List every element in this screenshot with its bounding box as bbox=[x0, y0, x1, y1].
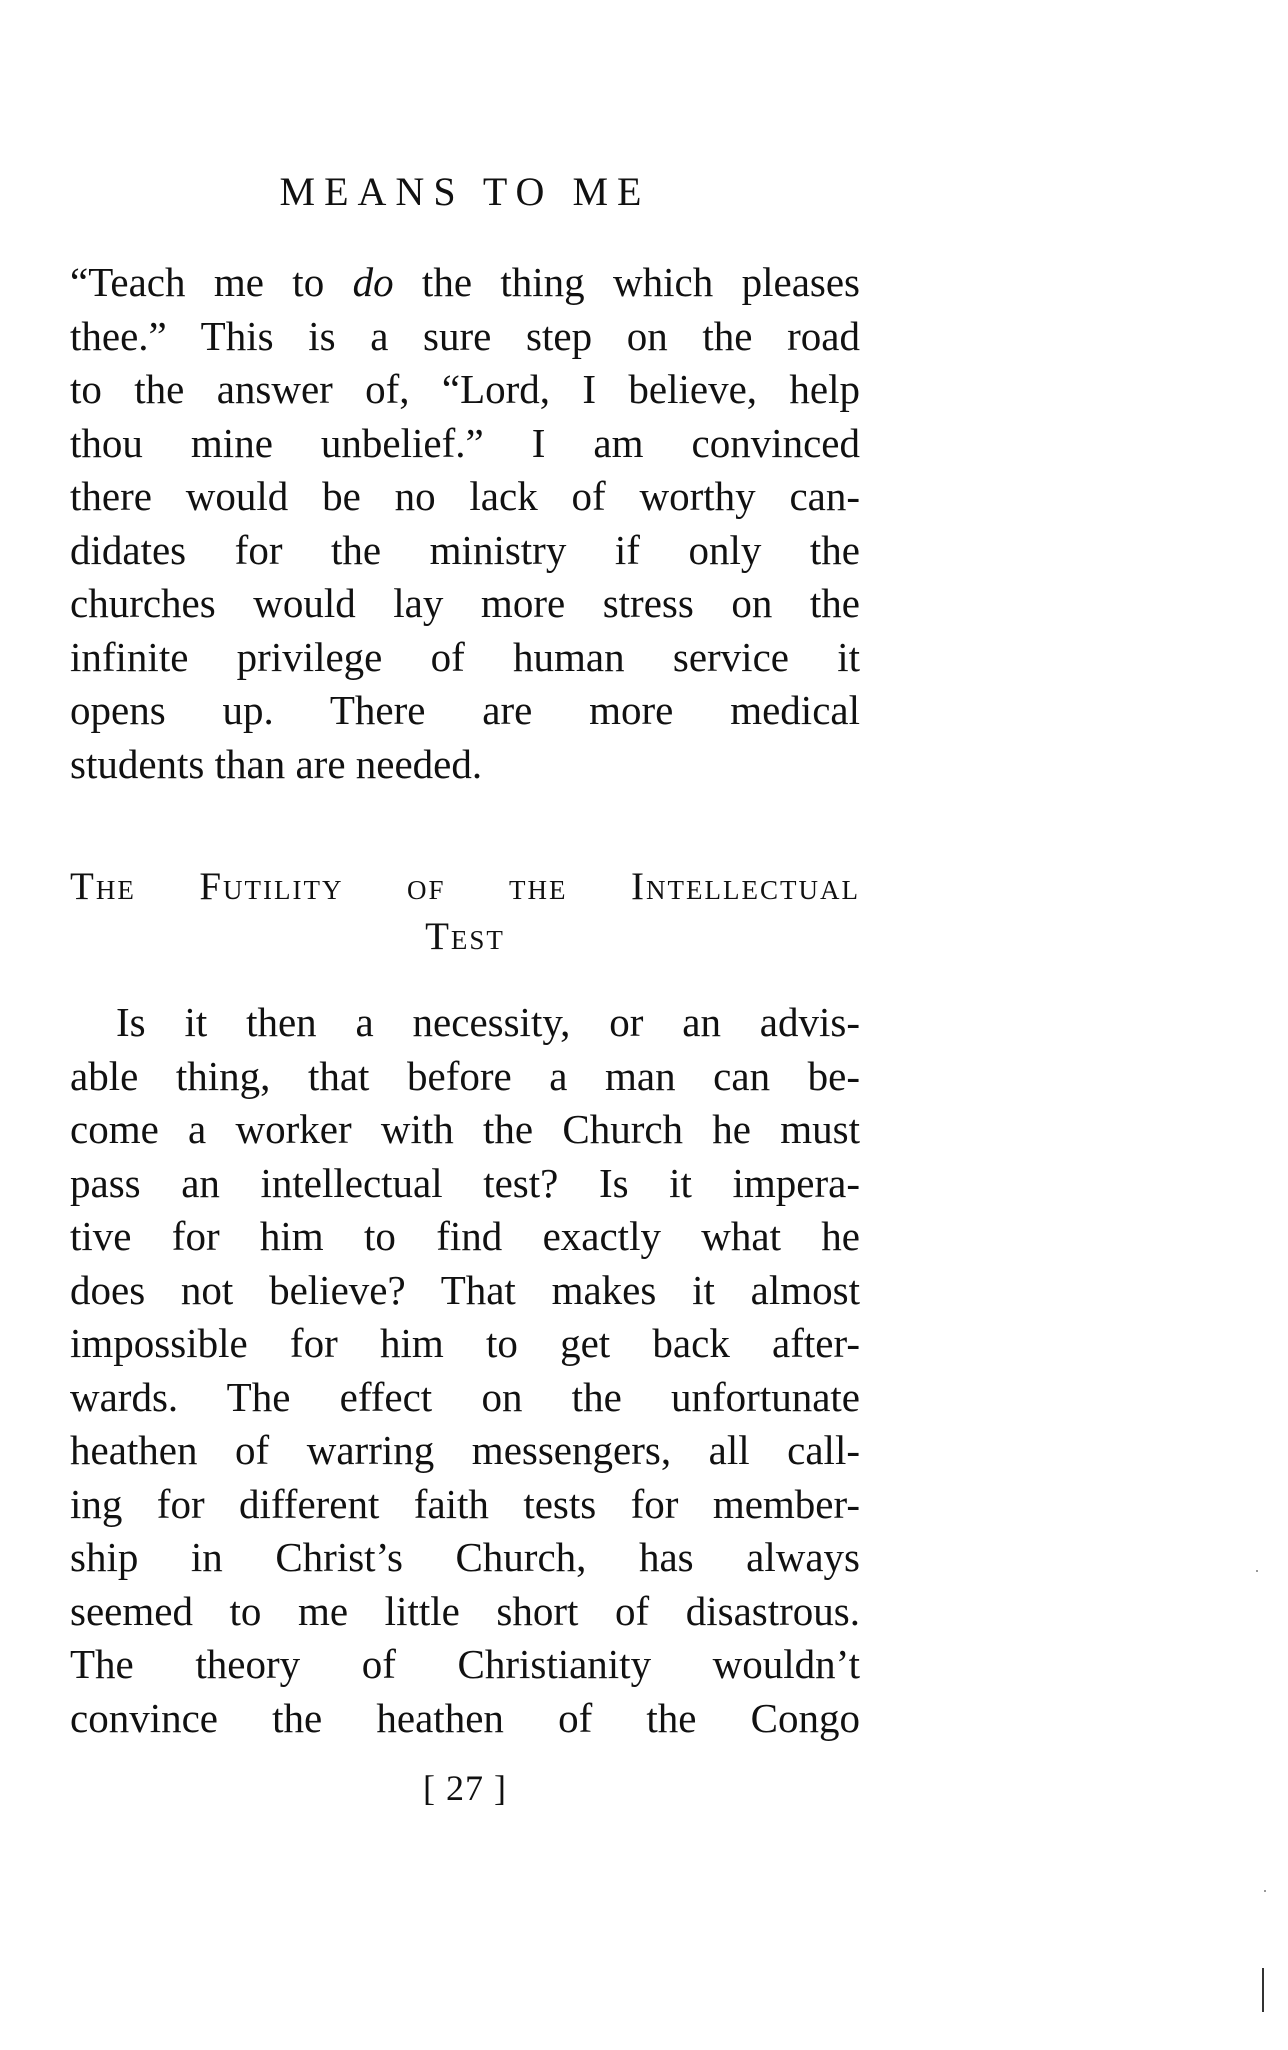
text-line: pass an intellectual test? Is it impera- bbox=[70, 1159, 860, 1206]
scan-speck bbox=[1264, 1890, 1266, 1892]
text-line: impossible for him to get back after- bbox=[70, 1320, 860, 1366]
text-line: ing for different faith tests for member- bbox=[70, 1480, 860, 1527]
text-line: infinite privilege of human service it bbox=[70, 633, 860, 680]
paragraph-1 bbox=[70, 256, 860, 791]
text-line: The theory of Christianity wouldn’t bbox=[70, 1641, 860, 1687]
text-line: didates for the ministry if only the bbox=[70, 526, 860, 573]
text-line: come a worker with the Church he must bbox=[70, 1106, 860, 1152]
text-line: churches would lay more stress on the bbox=[70, 580, 860, 626]
text-line: there would be no lack of worthy can- bbox=[70, 473, 860, 519]
scan-speck bbox=[1256, 1570, 1258, 1572]
text-line: thou mine unbelief.” I am convinced bbox=[70, 419, 860, 466]
text-line: seemed to me little short of disastrous. bbox=[70, 1587, 860, 1634]
section-heading-line-2: Test bbox=[425, 915, 505, 958]
text-line: to the answer of, “Lord, I believe, help bbox=[70, 366, 860, 412]
paragraph-2 bbox=[70, 996, 860, 1745]
text-line: Is it then a necessity, or an advis- bbox=[116, 999, 860, 1045]
section-heading-line-1: The Futility of the Intellectual bbox=[70, 865, 860, 908]
text-line: convince the heathen of the Congo bbox=[70, 1694, 860, 1741]
text-line: ship in Christ’s Church, has always bbox=[70, 1534, 860, 1580]
book-page bbox=[70, 0, 860, 2050]
running-head: MEANS TO ME bbox=[279, 169, 651, 214]
text-line: wards. The effect on the unfortunate bbox=[70, 1373, 860, 1420]
text-line: heathen of warring messengers, all call- bbox=[70, 1427, 860, 1473]
text-line: tive for him to find exactly what he bbox=[70, 1213, 860, 1259]
section-heading bbox=[70, 862, 860, 962]
page-number: [ 27 ] bbox=[423, 1768, 507, 1808]
text-line: does not believe? That makes it almost bbox=[70, 1266, 860, 1313]
text-line: thee.” This is a sure step on the road bbox=[70, 312, 860, 359]
text-line: opens up. There are more medical bbox=[70, 687, 860, 733]
text-line: “Teach me to do the thing which pleases bbox=[70, 259, 861, 305]
text-line: students than are needed. bbox=[70, 740, 483, 787]
scan-edge-mark bbox=[1262, 1968, 1264, 2012]
text-line: able thing, that before a man can be- bbox=[70, 1052, 860, 1099]
